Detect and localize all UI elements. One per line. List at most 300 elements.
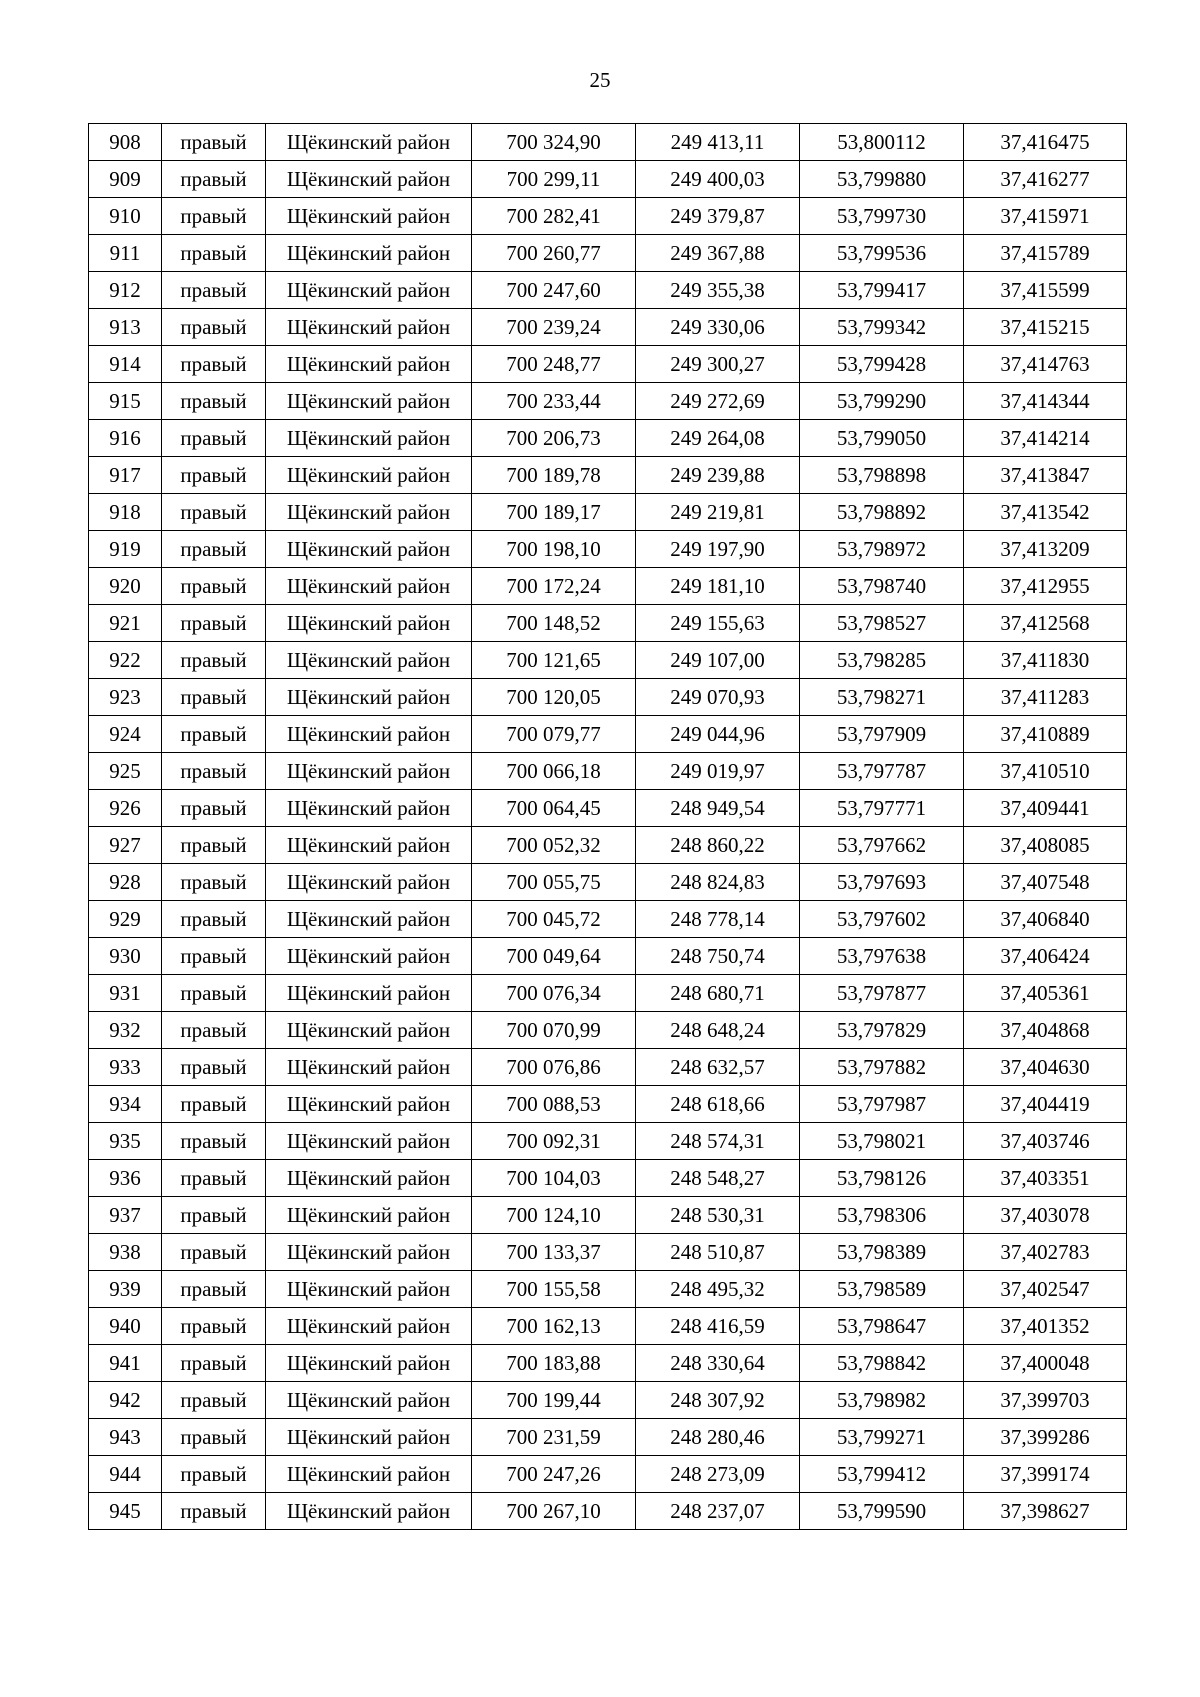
y-coordinate-cell: 249 379,87 [636,198,800,235]
table-row [89,457,1127,494]
x-coordinate-cell: 700 124,10 [472,1197,636,1234]
point-number-cell: 934 [89,1086,162,1123]
longitude-cell: 37,404868 [964,1012,1127,1049]
x-coordinate-cell: 700 247,26 [472,1456,636,1493]
x-coordinate-cell: 700 324,90 [472,124,636,161]
x-coordinate-cell: 700 064,45 [472,790,636,827]
x-coordinate-cell: 700 299,11 [472,161,636,198]
bank-side-cell: правый [162,1382,266,1419]
bank-side-cell: правый [162,457,266,494]
longitude-cell: 37,402783 [964,1234,1127,1271]
bank-side-cell: правый [162,1271,266,1308]
y-coordinate-cell: 248 632,57 [636,1049,800,1086]
table-row [89,1308,1127,1345]
longitude-cell: 37,406840 [964,901,1127,938]
point-number-cell: 943 [89,1419,162,1456]
table-row [89,420,1127,457]
x-coordinate-cell: 700 172,24 [472,568,636,605]
bank-side-cell: правый [162,1160,266,1197]
bank-side-cell: правый [162,1086,266,1123]
district-cell: Щёкинский район [266,494,472,531]
district-cell: Щёкинский район [266,1197,472,1234]
longitude-cell: 37,399703 [964,1382,1127,1419]
x-coordinate-cell: 700 233,44 [472,383,636,420]
y-coordinate-cell: 249 367,88 [636,235,800,272]
district-cell: Щёкинский район [266,198,472,235]
longitude-cell: 37,400048 [964,1345,1127,1382]
bank-side-cell: правый [162,1419,266,1456]
y-coordinate-cell: 249 107,00 [636,642,800,679]
table-row [89,309,1127,346]
latitude-cell: 53,799417 [800,272,964,309]
x-coordinate-cell: 700 049,64 [472,938,636,975]
table-row [89,235,1127,272]
bank-side-cell: правый [162,494,266,531]
x-coordinate-cell: 700 189,78 [472,457,636,494]
longitude-cell: 37,405361 [964,975,1127,1012]
district-cell: Щёкинский район [266,1160,472,1197]
latitude-cell: 53,799880 [800,161,964,198]
y-coordinate-cell: 249 300,27 [636,346,800,383]
latitude-cell: 53,797987 [800,1086,964,1123]
point-number-cell: 929 [89,901,162,938]
x-coordinate-cell: 700 104,03 [472,1160,636,1197]
district-cell: Щёкинский район [266,1271,472,1308]
district-cell: Щёкинский район [266,124,472,161]
y-coordinate-cell: 248 574,31 [636,1123,800,1160]
district-cell: Щёкинский район [266,1345,472,1382]
x-coordinate-cell: 700 120,05 [472,679,636,716]
latitude-cell: 53,797882 [800,1049,964,1086]
district-cell: Щёкинский район [266,753,472,790]
x-coordinate-cell: 700 198,10 [472,531,636,568]
longitude-cell: 37,410889 [964,716,1127,753]
district-cell: Щёкинский район [266,457,472,494]
table-row [89,272,1127,309]
longitude-cell: 37,411283 [964,679,1127,716]
longitude-cell: 37,415599 [964,272,1127,309]
y-coordinate-cell: 249 413,11 [636,124,800,161]
table-row [89,1160,1127,1197]
point-number-cell: 933 [89,1049,162,1086]
bank-side-cell: правый [162,198,266,235]
y-coordinate-cell: 249 155,63 [636,605,800,642]
x-coordinate-cell: 700 189,17 [472,494,636,531]
y-coordinate-cell: 249 330,06 [636,309,800,346]
bank-side-cell: правый [162,1493,266,1530]
x-coordinate-cell: 700 148,52 [472,605,636,642]
latitude-cell: 53,799271 [800,1419,964,1456]
table-row [89,1271,1127,1308]
y-coordinate-cell: 248 750,74 [636,938,800,975]
district-cell: Щёкинский район [266,679,472,716]
coordinates-table [88,123,1127,1530]
table-row [89,642,1127,679]
point-number-cell: 936 [89,1160,162,1197]
y-coordinate-cell: 249 355,38 [636,272,800,309]
point-number-cell: 920 [89,568,162,605]
x-coordinate-cell: 700 162,13 [472,1308,636,1345]
bank-side-cell: правый [162,1345,266,1382]
bank-side-cell: правый [162,1197,266,1234]
longitude-cell: 37,403078 [964,1197,1127,1234]
table-row [89,605,1127,642]
table-row [89,1456,1127,1493]
point-number-cell: 941 [89,1345,162,1382]
latitude-cell: 53,798589 [800,1271,964,1308]
point-number-cell: 910 [89,198,162,235]
district-cell: Щёкинский район [266,420,472,457]
latitude-cell: 53,797638 [800,938,964,975]
table-row [89,679,1127,716]
bank-side-cell: правый [162,1234,266,1271]
table-row [89,1049,1127,1086]
point-number-cell: 937 [89,1197,162,1234]
coordinates-table-body [89,124,1127,1530]
y-coordinate-cell: 248 618,66 [636,1086,800,1123]
y-coordinate-cell: 248 273,09 [636,1456,800,1493]
district-cell: Щёкинский район [266,827,472,864]
table-row [89,494,1127,531]
table-row [89,864,1127,901]
x-coordinate-cell: 700 267,10 [472,1493,636,1530]
point-number-cell: 912 [89,272,162,309]
x-coordinate-cell: 700 055,75 [472,864,636,901]
longitude-cell: 37,403351 [964,1160,1127,1197]
longitude-cell: 37,407548 [964,864,1127,901]
table-row [89,1123,1127,1160]
longitude-cell: 37,413209 [964,531,1127,568]
bank-side-cell: правый [162,790,266,827]
table-row [89,346,1127,383]
point-number-cell: 928 [89,864,162,901]
y-coordinate-cell: 248 778,14 [636,901,800,938]
x-coordinate-cell: 700 247,60 [472,272,636,309]
latitude-cell: 53,798982 [800,1382,964,1419]
longitude-cell: 37,415789 [964,235,1127,272]
table-row [89,124,1127,161]
table-row [89,198,1127,235]
y-coordinate-cell: 249 070,93 [636,679,800,716]
y-coordinate-cell: 249 019,97 [636,753,800,790]
longitude-cell: 37,415971 [964,198,1127,235]
longitude-cell: 37,414763 [964,346,1127,383]
district-cell: Щёкинский район [266,605,472,642]
bank-side-cell: правый [162,124,266,161]
x-coordinate-cell: 700 133,37 [472,1234,636,1271]
district-cell: Щёкинский район [266,1493,472,1530]
bank-side-cell: правый [162,1123,266,1160]
point-number-cell: 924 [89,716,162,753]
latitude-cell: 53,799050 [800,420,964,457]
point-number-cell: 935 [89,1123,162,1160]
y-coordinate-cell: 249 400,03 [636,161,800,198]
bank-side-cell: правый [162,531,266,568]
bank-side-cell: правый [162,1049,266,1086]
y-coordinate-cell: 249 272,69 [636,383,800,420]
table-row [89,161,1127,198]
latitude-cell: 53,797787 [800,753,964,790]
table-row [89,901,1127,938]
bank-side-cell: правый [162,235,266,272]
table-row [89,1234,1127,1271]
point-number-cell: 918 [89,494,162,531]
y-coordinate-cell: 248 510,87 [636,1234,800,1271]
bank-side-cell: правый [162,346,266,383]
longitude-cell: 37,401352 [964,1308,1127,1345]
x-coordinate-cell: 700 076,86 [472,1049,636,1086]
district-cell: Щёкинский район [266,1086,472,1123]
y-coordinate-cell: 248 824,83 [636,864,800,901]
latitude-cell: 53,798842 [800,1345,964,1382]
longitude-cell: 37,402547 [964,1271,1127,1308]
district-cell: Щёкинский район [266,716,472,753]
longitude-cell: 37,408085 [964,827,1127,864]
district-cell: Щёкинский район [266,1234,472,1271]
latitude-cell: 53,798892 [800,494,964,531]
latitude-cell: 53,797877 [800,975,964,1012]
longitude-cell: 37,412955 [964,568,1127,605]
district-cell: Щёкинский район [266,1049,472,1086]
x-coordinate-cell: 700 070,99 [472,1012,636,1049]
point-number-cell: 942 [89,1382,162,1419]
y-coordinate-cell: 248 237,07 [636,1493,800,1530]
longitude-cell: 37,403746 [964,1123,1127,1160]
district-cell: Щёкинский район [266,531,472,568]
y-coordinate-cell: 249 219,81 [636,494,800,531]
longitude-cell: 37,416475 [964,124,1127,161]
y-coordinate-cell: 248 416,59 [636,1308,800,1345]
bank-side-cell: правый [162,938,266,975]
district-cell: Щёкинский район [266,938,472,975]
table-row [89,1197,1127,1234]
longitude-cell: 37,399286 [964,1419,1127,1456]
table-row [89,938,1127,975]
longitude-cell: 37,416277 [964,161,1127,198]
district-cell: Щёкинский район [266,309,472,346]
point-number-cell: 921 [89,605,162,642]
district-cell: Щёкинский район [266,1012,472,1049]
longitude-cell: 37,415215 [964,309,1127,346]
district-cell: Щёкинский район [266,1308,472,1345]
latitude-cell: 53,797909 [800,716,964,753]
latitude-cell: 53,797771 [800,790,964,827]
latitude-cell: 53,799428 [800,346,964,383]
latitude-cell: 53,798389 [800,1234,964,1271]
x-coordinate-cell: 700 066,18 [472,753,636,790]
longitude-cell: 37,413542 [964,494,1127,531]
point-number-cell: 909 [89,161,162,198]
bank-side-cell: правый [162,1456,266,1493]
district-cell: Щёкинский район [266,346,472,383]
point-number-cell: 932 [89,1012,162,1049]
district-cell: Щёкинский район [266,161,472,198]
point-number-cell: 945 [89,1493,162,1530]
latitude-cell: 53,797602 [800,901,964,938]
bank-side-cell: правый [162,383,266,420]
district-cell: Щёкинский район [266,383,472,420]
point-number-cell: 915 [89,383,162,420]
x-coordinate-cell: 700 260,77 [472,235,636,272]
bank-side-cell: правый [162,642,266,679]
x-coordinate-cell: 700 231,59 [472,1419,636,1456]
district-cell: Щёкинский район [266,1456,472,1493]
bank-side-cell: правый [162,901,266,938]
table-row [89,790,1127,827]
point-number-cell: 914 [89,346,162,383]
table-row [89,1086,1127,1123]
x-coordinate-cell: 700 052,32 [472,827,636,864]
latitude-cell: 53,799342 [800,309,964,346]
longitude-cell: 37,414214 [964,420,1127,457]
table-row [89,568,1127,605]
point-number-cell: 940 [89,1308,162,1345]
table-row [89,1419,1127,1456]
latitude-cell: 53,797693 [800,864,964,901]
latitude-cell: 53,799730 [800,198,964,235]
longitude-cell: 37,409441 [964,790,1127,827]
bank-side-cell: правый [162,568,266,605]
point-number-cell: 908 [89,124,162,161]
longitude-cell: 37,411830 [964,642,1127,679]
longitude-cell: 37,406424 [964,938,1127,975]
table-row [89,1382,1127,1419]
district-cell: Щёкинский район [266,790,472,827]
point-number-cell: 923 [89,679,162,716]
bank-side-cell: правый [162,716,266,753]
bank-side-cell: правый [162,605,266,642]
district-cell: Щёкинский район [266,901,472,938]
x-coordinate-cell: 700 199,44 [472,1382,636,1419]
latitude-cell: 53,798271 [800,679,964,716]
x-coordinate-cell: 700 121,65 [472,642,636,679]
bank-side-cell: правый [162,864,266,901]
y-coordinate-cell: 248 307,92 [636,1382,800,1419]
point-number-cell: 925 [89,753,162,790]
table-row [89,383,1127,420]
point-number-cell: 919 [89,531,162,568]
table-row [89,716,1127,753]
longitude-cell: 37,410510 [964,753,1127,790]
longitude-cell: 37,404630 [964,1049,1127,1086]
table-row [89,753,1127,790]
bank-side-cell: правый [162,827,266,864]
y-coordinate-cell: 248 280,46 [636,1419,800,1456]
longitude-cell: 37,413847 [964,457,1127,494]
district-cell: Щёкинский район [266,235,472,272]
point-number-cell: 939 [89,1271,162,1308]
point-number-cell: 926 [89,790,162,827]
point-number-cell: 913 [89,309,162,346]
district-cell: Щёкинский район [266,864,472,901]
point-number-cell: 927 [89,827,162,864]
point-number-cell: 938 [89,1234,162,1271]
y-coordinate-cell: 248 530,31 [636,1197,800,1234]
latitude-cell: 53,799590 [800,1493,964,1530]
district-cell: Щёкинский район [266,1123,472,1160]
y-coordinate-cell: 248 648,24 [636,1012,800,1049]
y-coordinate-cell: 248 680,71 [636,975,800,1012]
point-number-cell: 916 [89,420,162,457]
bank-side-cell: правый [162,975,266,1012]
district-cell: Щёкинский район [266,1419,472,1456]
point-number-cell: 931 [89,975,162,1012]
y-coordinate-cell: 249 181,10 [636,568,800,605]
longitude-cell: 37,414344 [964,383,1127,420]
table-row [89,531,1127,568]
district-cell: Щёкинский район [266,1382,472,1419]
latitude-cell: 53,798306 [800,1197,964,1234]
bank-side-cell: правый [162,309,266,346]
x-coordinate-cell: 700 155,58 [472,1271,636,1308]
longitude-cell: 37,399174 [964,1456,1127,1493]
bank-side-cell: правый [162,272,266,309]
point-number-cell: 917 [89,457,162,494]
page-number: 25 [589,68,611,92]
latitude-cell: 53,797662 [800,827,964,864]
x-coordinate-cell: 700 076,34 [472,975,636,1012]
x-coordinate-cell: 700 183,88 [472,1345,636,1382]
latitude-cell: 53,800112 [800,124,964,161]
longitude-cell: 37,404419 [964,1086,1127,1123]
y-coordinate-cell: 249 239,88 [636,457,800,494]
x-coordinate-cell: 700 248,77 [472,346,636,383]
table-row [89,827,1127,864]
district-cell: Щёкинский район [266,568,472,605]
y-coordinate-cell: 248 860,22 [636,827,800,864]
x-coordinate-cell: 700 092,31 [472,1123,636,1160]
district-cell: Щёкинский район [266,272,472,309]
y-coordinate-cell: 248 495,32 [636,1271,800,1308]
table-row [89,1345,1127,1382]
table-row [89,975,1127,1012]
y-coordinate-cell: 248 949,54 [636,790,800,827]
point-number-cell: 922 [89,642,162,679]
y-coordinate-cell: 249 044,96 [636,716,800,753]
x-coordinate-cell: 700 282,41 [472,198,636,235]
y-coordinate-cell: 249 197,90 [636,531,800,568]
bank-side-cell: правый [162,420,266,457]
x-coordinate-cell: 700 045,72 [472,901,636,938]
district-cell: Щёкинский район [266,642,472,679]
y-coordinate-cell: 248 548,27 [636,1160,800,1197]
latitude-cell: 53,798021 [800,1123,964,1160]
latitude-cell: 53,797829 [800,1012,964,1049]
longitude-cell: 37,398627 [964,1493,1127,1530]
latitude-cell: 53,798647 [800,1308,964,1345]
latitude-cell: 53,798740 [800,568,964,605]
latitude-cell: 53,798898 [800,457,964,494]
bank-side-cell: правый [162,753,266,790]
latitude-cell: 53,798285 [800,642,964,679]
district-cell: Щёкинский район [266,975,472,1012]
y-coordinate-cell: 249 264,08 [636,420,800,457]
x-coordinate-cell: 700 206,73 [472,420,636,457]
x-coordinate-cell: 700 079,77 [472,716,636,753]
x-coordinate-cell: 700 088,53 [472,1086,636,1123]
x-coordinate-cell: 700 239,24 [472,309,636,346]
latitude-cell: 53,799290 [800,383,964,420]
bank-side-cell: правый [162,1012,266,1049]
longitude-cell: 37,412568 [964,605,1127,642]
table-row [89,1493,1127,1530]
latitude-cell: 53,799536 [800,235,964,272]
latitude-cell: 53,799412 [800,1456,964,1493]
point-number-cell: 911 [89,235,162,272]
latitude-cell: 53,798126 [800,1160,964,1197]
y-coordinate-cell: 248 330,64 [636,1345,800,1382]
point-number-cell: 930 [89,938,162,975]
